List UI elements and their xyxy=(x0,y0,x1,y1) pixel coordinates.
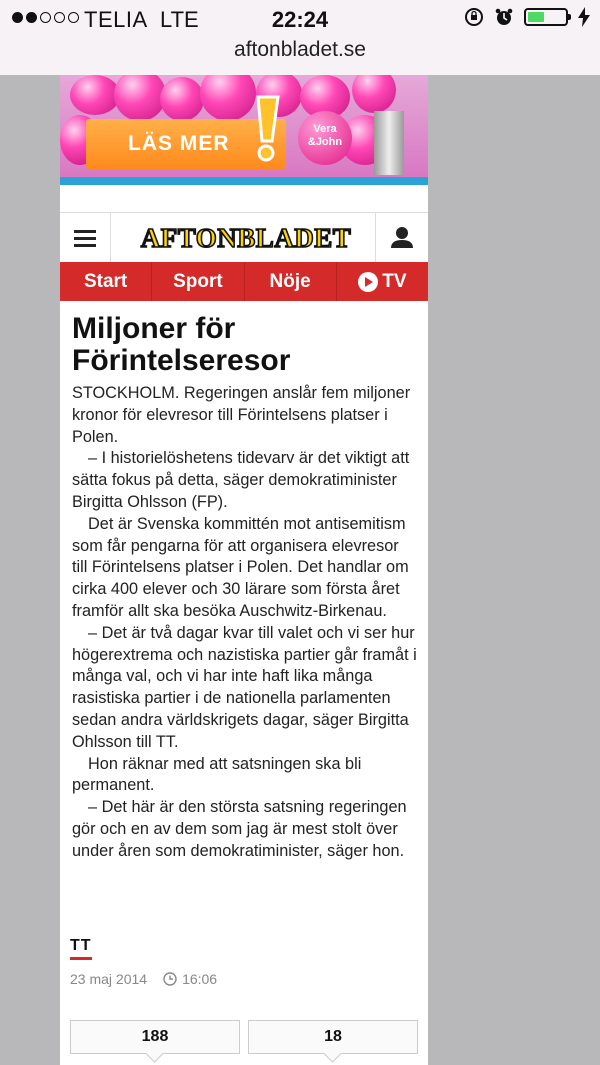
clock-icon xyxy=(163,972,177,986)
status-time: 22:24 xyxy=(271,7,329,32)
carrier-name: TELIA xyxy=(84,7,148,32)
alarm-icon xyxy=(494,7,514,27)
main-nav xyxy=(60,262,428,301)
charging-bolt-icon xyxy=(578,7,590,27)
article-meta xyxy=(70,971,217,987)
article-date: 23 maj 2014 xyxy=(70,971,148,987)
nav-start[interactable]: Start xyxy=(60,262,152,301)
user-icon[interactable] xyxy=(375,213,428,263)
comment-count-button[interactable]: 18 xyxy=(248,1020,418,1054)
article-paragraph: – Det är två dagar kvar till valet och vi ser hur högerextrema och nazistiska partier går framåt i många val, och vi har inte haft lika många rasistiska partier i de nationella parlamenten sedan andra världskrigets dagar, säger Birgitta Ohlsson till TT. xyxy=(72,623,417,751)
network-type: LTE xyxy=(160,7,199,32)
source-label: TT xyxy=(70,937,92,954)
battery-icon xyxy=(524,8,568,26)
logo-text: AFTONBLADET xyxy=(140,223,352,253)
ad-decoration xyxy=(374,111,404,175)
site-header xyxy=(60,212,428,263)
share-count-button[interactable]: 188 xyxy=(70,1020,240,1054)
article xyxy=(72,313,418,863)
article-paragraph: – Det här är den största satsning regeringen gör och en av dem som jag är mest stolt över under åren som demokratiminister, säger hon. xyxy=(72,798,407,860)
nav-tv-label: TV xyxy=(382,270,407,292)
ad-banner[interactable] xyxy=(60,75,428,185)
rotation-lock-icon xyxy=(464,7,484,27)
article-time: 16:06 xyxy=(182,971,218,987)
article-paragraph: Det är Svenska kommittén mot antisemitism som får pengarna för att organisera elevresor till Förintelsens platser i Polen. Det handlar om cirka 400 elever och 30 lärare som första året framför allt ska besöka Auschwitz-Birkenau. xyxy=(72,514,409,620)
exclamation-icon xyxy=(248,95,284,163)
hamburger-menu-icon[interactable] xyxy=(60,213,111,263)
aftonbladet-logo[interactable] xyxy=(136,221,356,255)
article-source xyxy=(70,937,92,960)
status-bar xyxy=(0,0,600,75)
play-icon xyxy=(358,272,378,292)
nav-tv[interactable] xyxy=(337,262,428,301)
article-headline: Miljoner för Förintelseresor xyxy=(72,312,291,377)
article-paragraph: – I historielöshetens tidevarv är det viktigt att sätta fokus på detta, säger demokratiminister Birgitta Ohlsson (FP). xyxy=(72,449,410,511)
url-bar[interactable]: aftonbladet.se xyxy=(234,38,366,61)
vera-john-ball: Vera &John xyxy=(298,111,352,165)
las-mer-button[interactable]: LÄS MER xyxy=(86,119,286,169)
article-paragraph: Hon räknar med att satsningen ska bli permanent. xyxy=(72,754,362,795)
article-paragraph: STOCKHOLM. Regeringen anslår fem miljoner kronor för elevresor till Förintelsens platser i Polen. xyxy=(72,384,411,446)
nav-sport[interactable]: Sport xyxy=(152,262,244,301)
web-page xyxy=(60,75,428,1065)
nav-noje[interactable]: Nöje xyxy=(245,262,337,301)
